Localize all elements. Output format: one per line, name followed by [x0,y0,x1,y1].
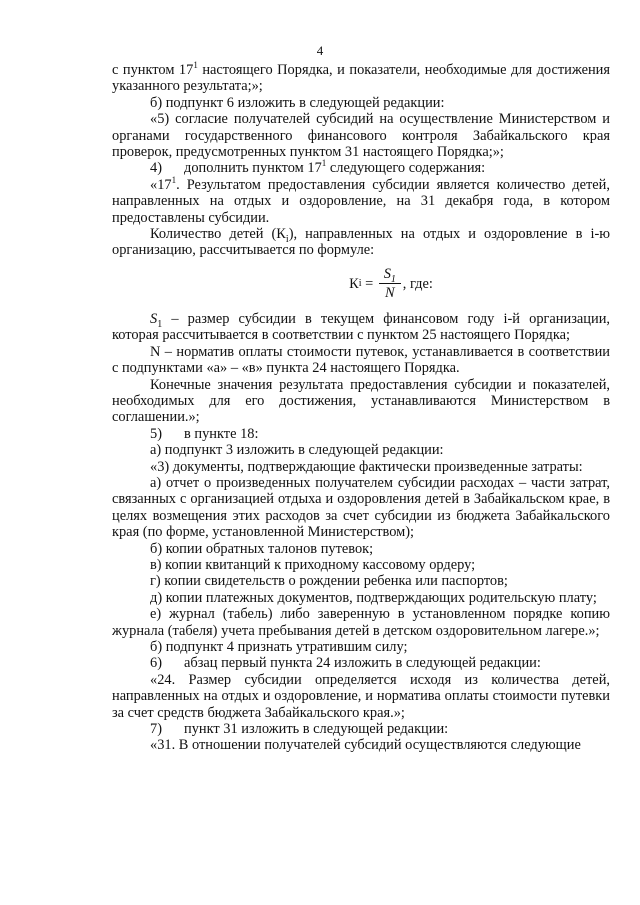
superscript: 1 [193,60,198,71]
paragraph: б) подпункт 6 изложить в следующей редакции: [150,94,445,111]
paragraph: а) отчет о произведенных получателем субсидии расходах – части затрат, связанных с организацией отдыха и оздоровления детей в Забайкальском крае, в целях возмещения этих расходов за счет субсидии из бюджета Забайкальского края (по форме, установленной Министерством); [112,474,610,541]
paragraph: «24. Размер субсидии определяется исходя из количества детей, направленных на отдых и оздоровление, и норматива оплаты стоимости путевки за счет средств бюджета Забайкальского края.»; [112,671,610,721]
text: в пункте 18: [184,425,259,442]
paragraph: Конечные значения результата предоставления субсидии и показателей, необходимых для его достижения, устанавливаются Министерством в соглашении.»; [112,376,610,426]
fraction-denominator: N [384,285,395,302]
paragraph [112,160,610,176]
paragraph: «3) документы, подтверждающие фактически произведенные затраты: [150,458,583,475]
paragraph [112,226,610,259]
subscript: 1 [157,318,163,330]
subscript: i [285,233,289,245]
formula: К i = $\frac{S_1}{N}$ , где: [349,266,433,302]
superscript: 1 [321,158,327,169]
formula-tail: , где: [402,275,433,292]
fraction [379,266,401,301]
paragraph [112,721,610,737]
paragraph: б) копии обратных талонов путевок; [150,540,374,557]
text: . Результатом предоставления субсидии является количество детей, направленных на отдых и оздоровление, на 31 декабря года, в котором предоставлены субсидии. [112,176,610,226]
paragraph [112,311,610,344]
item-number: 5) [150,425,162,442]
paragraph: г) копии свидетельств о рождении ребенка или паспортов; [150,573,508,590]
paragraph: N – норматив оплаты стоимости путевок, устанавливается в соответствии с подпунктами «а» – «в» пункта 24 настоящего Порядка. [112,343,610,377]
item-number: 6) [150,655,162,672]
text: дополнить пунктом 17 [184,160,322,177]
text: следующего содержания: [326,160,486,177]
paragraph: б) подпункт 4 признать утратившим силу; [150,639,408,655]
text: «17 [150,176,172,193]
formula-left: К [349,275,359,292]
page-number: 4 [316,43,324,58]
text: S [150,310,158,327]
subscript: 1 [390,274,396,286]
item-number: 4) [150,160,162,177]
item-number: 7) [150,721,162,738]
paragraph [112,655,610,671]
formula-equals: = [361,275,377,292]
paragraph: в) копии квитанций к приходному кассовому ордеру; [150,556,476,573]
text: S [383,266,391,283]
paragraph [112,62,610,95]
paragraph: д) копии платежных документов, подтверждающих родительскую плату; [150,589,597,606]
text: – размер субсидии в текущем финансовом году i-й организации, которая рассчитывается в соответствии с пунктом 25 настоящего Порядка; [112,310,610,344]
text: абзац первый пункта 24 изложить в следующей редакции: [184,655,541,672]
text: с пунктом 17 [112,62,194,78]
paragraph: «31. В отношении получателей субсидий осуществляются следующие [150,737,581,754]
paragraph: а) подпункт 3 изложить в следующей редакции: [150,442,444,459]
paragraph: «5) согласие получателей субсидий на осуществление Министерством и органами государственного финансового контроля Забайкальского края проверок, предусмотренных пунктом 31 настоящего Порядка;»; [112,111,610,161]
text: пункт 31 изложить в следующей редакции: [184,721,449,738]
paragraph [112,177,610,226]
text: Количество детей (К [150,226,286,243]
fraction-bar [379,283,401,284]
fraction-numerator [383,266,396,286]
text: ), направленных на отдых и оздоровление в i-ю организацию, рассчитывается по формуле: [112,226,610,259]
text: настоящего Порядка, и показатели, необходимые для достижения указанного результата;»; [112,62,611,95]
superscript: 1 [171,175,177,186]
paragraph: е) журнал (табель) либо заверенную в установленном порядке копию журнала (табеля) учета пребывания детей в детском оздоровительном лагере.»; [112,606,610,639]
paragraph [112,426,610,442]
document-body [112,62,610,754]
